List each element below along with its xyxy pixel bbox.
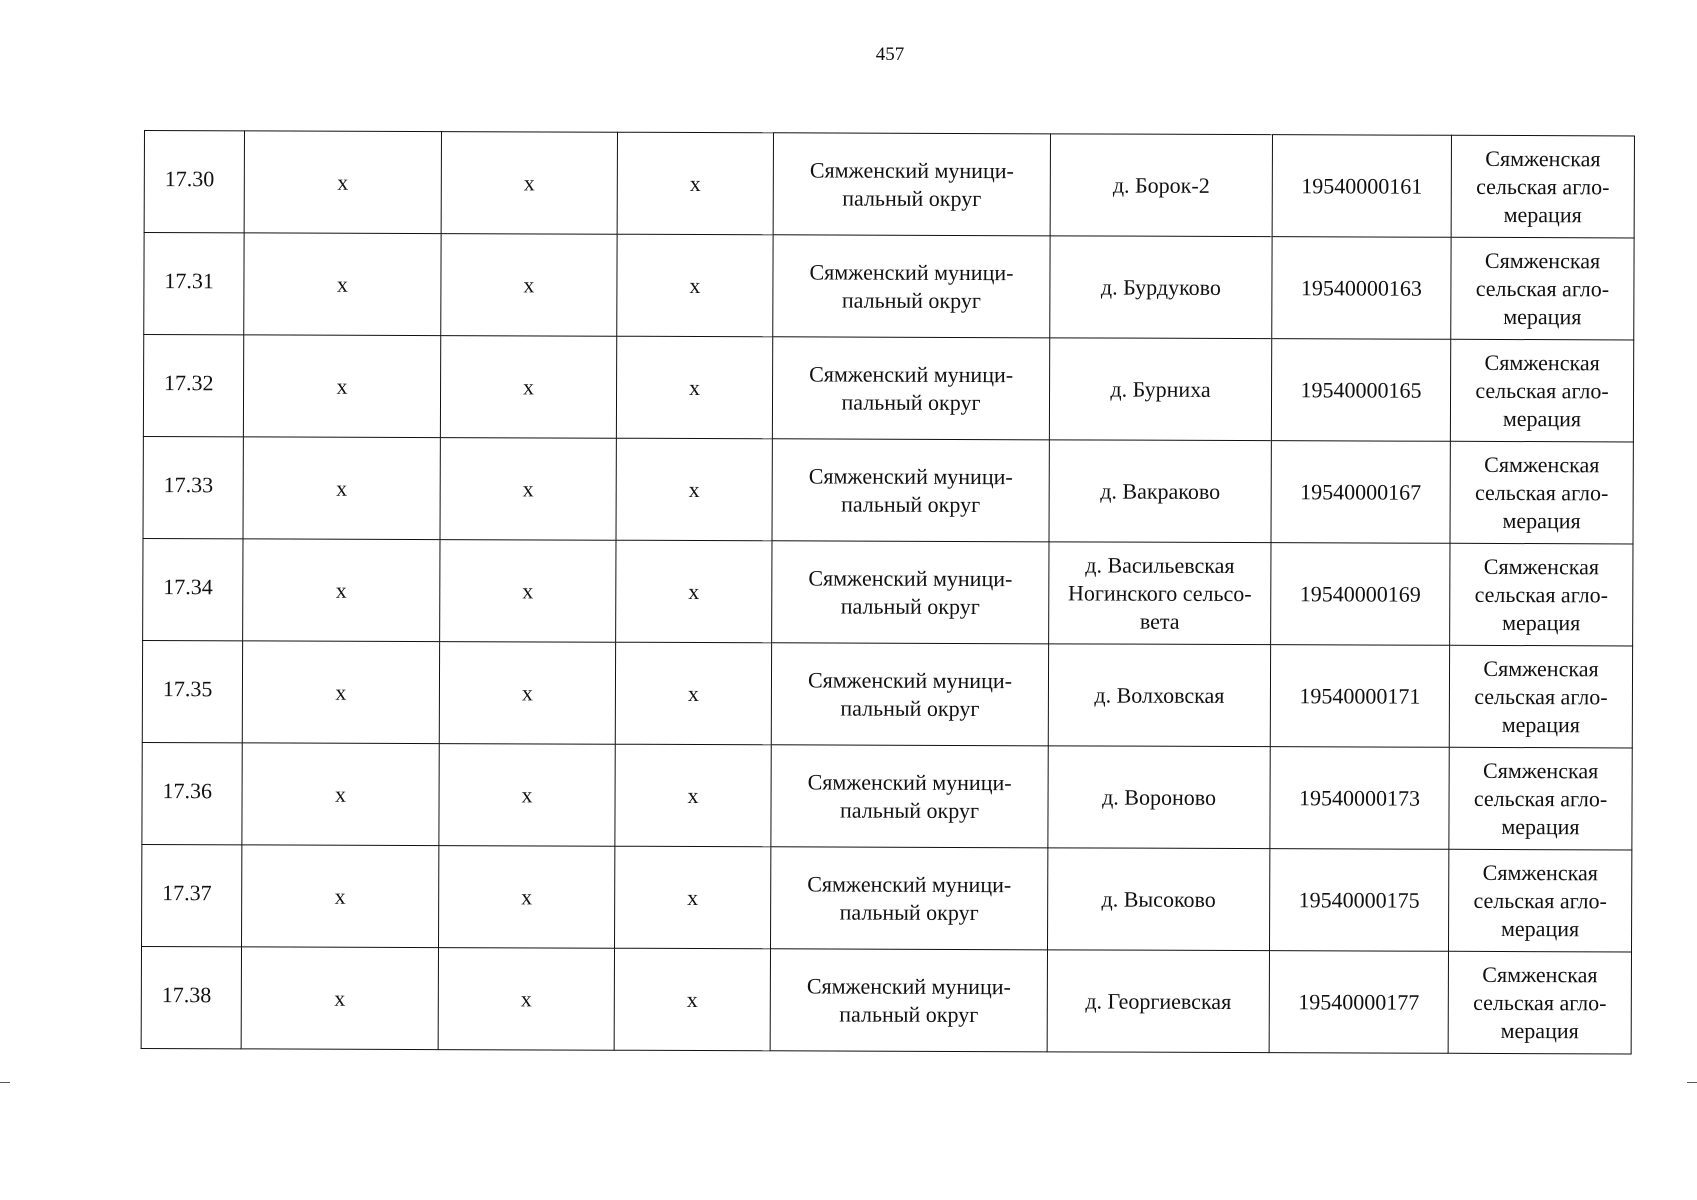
table-row — [144, 233, 1634, 340]
mark-cell-1: x — [242, 845, 439, 948]
mark-cell-3: x — [617, 234, 773, 337]
row-number-cell: 17.34 — [143, 538, 243, 640]
mark-cell-3: x — [615, 846, 771, 949]
mark-cell-1: x — [243, 539, 440, 642]
mark-cell-3: x — [614, 948, 770, 1051]
mark-cell-2: x — [439, 846, 615, 949]
mark-cell-3: x — [616, 438, 772, 541]
table-row — [144, 131, 1634, 238]
district-cell: Сямженский муници-пальный округ — [772, 541, 1049, 644]
table-row — [143, 436, 1633, 543]
locality-cell: д. Бурдуково — [1050, 236, 1272, 339]
mark-cell-2: x — [440, 540, 616, 643]
left-edge-mark — [0, 1082, 10, 1083]
row-number-cell: 17.37 — [142, 844, 242, 946]
mark-cell-1: x — [244, 131, 441, 234]
row-number-cell: 17.31 — [144, 233, 244, 335]
district-cell: Сямженский муници-пальный округ — [772, 337, 1049, 440]
row-number-cell: 17.35 — [142, 640, 242, 742]
page-number: 457 — [875, 44, 905, 65]
row-number-cell: 17.32 — [143, 335, 243, 437]
mark-cell-3: x — [616, 540, 772, 643]
mark-cell-2: x — [441, 234, 617, 337]
district-cell: Сямженский муници-пальный округ — [771, 745, 1048, 848]
district-cell: Сямженский муници-пальный округ — [771, 847, 1048, 950]
mark-cell-1: x — [243, 335, 440, 438]
settlements-table — [141, 130, 1635, 1054]
district-cell: Сямженский муници-пальный округ — [771, 643, 1048, 746]
agglomeration-cell: Сямженская сельская агло-мерация — [1450, 441, 1633, 544]
agglomeration-cell: Сямженская сельская агло-мерация — [1450, 339, 1633, 442]
mark-cell-2: x — [440, 438, 616, 541]
locality-cell: д. Георгиевская — [1047, 950, 1269, 1053]
locality-cell: д. Высоково — [1048, 848, 1270, 951]
code-cell: 19540000167 — [1271, 441, 1450, 544]
mark-cell-2: x — [439, 642, 615, 745]
mark-cell-2: x — [440, 336, 616, 439]
mark-cell-1: x — [243, 437, 440, 540]
locality-cell: д. Васильевская Ногинского сельсо-вета — [1049, 542, 1271, 645]
mark-cell-1: x — [241, 947, 438, 1050]
district-cell: Сямженский муници-пальный округ — [772, 439, 1049, 542]
locality-cell: д. Вакраково — [1049, 440, 1271, 543]
agglomeration-cell: Сямженская сельская агло-мерация — [1448, 849, 1631, 952]
mark-cell-3: x — [617, 132, 773, 235]
row-number-cell: 17.33 — [143, 436, 243, 538]
table-row — [143, 538, 1633, 645]
locality-cell: д. Борок-2 — [1050, 134, 1272, 237]
code-cell: 19540000169 — [1271, 543, 1450, 646]
agglomeration-cell: Сямженская сельская агло-мерация — [1451, 237, 1634, 340]
agglomeration-cell: Сямженская сельская агло-мерация — [1449, 747, 1632, 850]
agglomeration-cell: Сямженская сельская агло-мерация — [1448, 951, 1631, 1054]
code-cell: 19540000163 — [1272, 237, 1451, 340]
district-cell: Сямженский муници-пальный округ — [770, 949, 1047, 1052]
mark-cell-2: x — [438, 948, 614, 1051]
mark-cell-2: x — [439, 744, 615, 847]
table-row — [142, 742, 1632, 849]
mark-cell-2: x — [441, 132, 617, 235]
code-cell: 19540000165 — [1271, 339, 1450, 442]
code-cell: 19540000161 — [1272, 135, 1451, 238]
mark-cell-3: x — [616, 336, 772, 439]
mark-cell-1: x — [244, 233, 441, 336]
district-cell: Сямженский муници-пальный округ — [773, 133, 1050, 236]
row-number-cell: 17.38 — [141, 946, 241, 1048]
table-row — [142, 844, 1632, 951]
mark-cell-3: x — [615, 744, 771, 847]
locality-cell: д. Бурниха — [1049, 338, 1271, 441]
code-cell: 19540000175 — [1269, 849, 1448, 952]
mark-cell-1: x — [242, 641, 439, 744]
code-cell: 19540000173 — [1270, 747, 1449, 850]
row-number-cell: 17.36 — [142, 742, 242, 844]
table-row — [143, 335, 1633, 442]
code-cell: 19540000171 — [1270, 645, 1449, 748]
district-cell: Сямженский муници-пальный округ — [773, 235, 1050, 338]
locality-cell: д. Волховская — [1048, 644, 1270, 747]
table-body — [141, 131, 1634, 1054]
table-row — [142, 640, 1632, 747]
agglomeration-cell: Сямженская сельская агло-мерация — [1451, 135, 1634, 238]
mark-cell-1: x — [242, 743, 439, 846]
row-number-cell: 17.30 — [144, 131, 244, 233]
code-cell: 19540000177 — [1269, 951, 1448, 1054]
right-edge-mark — [1687, 1082, 1697, 1083]
agglomeration-cell: Сямженская сельская агло-мерация — [1450, 543, 1633, 646]
table-row — [141, 946, 1631, 1053]
locality-cell: д. Вороново — [1048, 746, 1270, 849]
agglomeration-cell: Сямженская сельская агло-мерация — [1449, 645, 1632, 748]
mark-cell-3: x — [615, 642, 771, 745]
